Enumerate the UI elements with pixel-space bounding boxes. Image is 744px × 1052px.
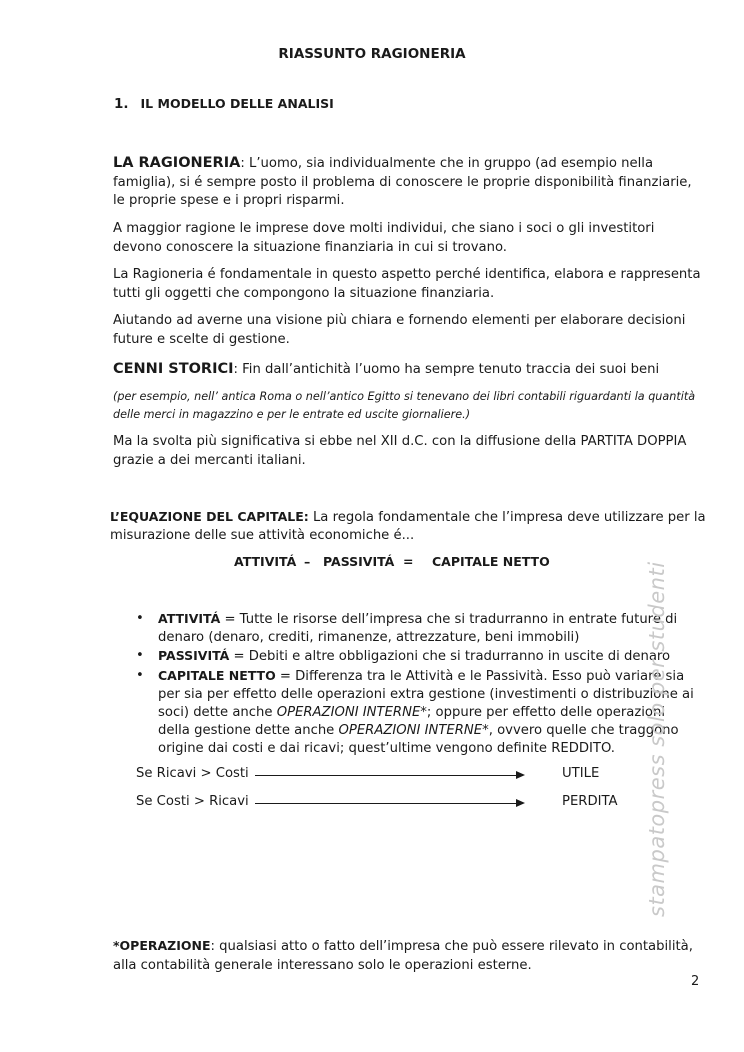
equation-capitale-netto: CAPITALE NETTO: [432, 554, 550, 569]
paragraph-cenni-example: (per esempio, nell’ antica Roma o nell’antico Egitto si tenevano dei libri contabili riguardanti la quantità delle merci in magazzino e per le entrate ed uscite giornaliere.): [113, 390, 696, 421]
bullet-icon: •: [136, 648, 144, 664]
definition-passivita: = Debiti e altre obbligazioni che si tradurranno in uscite di denaro: [229, 649, 671, 665]
note-lead: *OPERAZIONE: [113, 938, 211, 953]
equation-attivita: ATTIVITÁ: [234, 554, 297, 569]
term-capitale-netto: CAPITALE NETTO: [158, 667, 276, 683]
equazione-text: La regola fondamentale che l’impresa deve utilizzare per la misurazione delle sue attività economiche é...: [110, 510, 706, 543]
cenni-lead: CENNI STORICI: [113, 361, 234, 377]
section-heading: [114, 96, 334, 112]
definitions-list: [136, 610, 701, 759]
equation-equals: =: [403, 554, 414, 569]
definition-capitale-c: , ovvero quelle che traggono origine dai costi e dai ricavi; quest’ultime vengono definite REDDITO.: [158, 723, 679, 757]
definition-capitale-em-b: OPERAZIONI INTERNE*: [338, 723, 489, 739]
page-number: 2: [691, 974, 700, 989]
cenni-text: : Fin dall’antichità l’uomo ha sempre tenuto traccia dei suoi beni: [233, 362, 660, 377]
paragraph-visione: Aiutando ad averne una visione più chiara e fornendo elementi per elaborare decisioni future e scelte di gestione.: [113, 313, 686, 347]
note-text: : qualsiasi atto o fatto dell’impresa che può essere rilevato in contabilità, alla contabilità generale interessano solo le operazioni esterne.: [113, 939, 693, 973]
list-item: [136, 610, 701, 647]
page-title: RIASSUNTO RAGIONERIA: [278, 46, 466, 62]
paragraph-ragioneria: [113, 154, 703, 211]
flow-result-perdita: PERDITA: [562, 794, 618, 809]
paragraph-cenni-storici: [113, 360, 703, 380]
section-title: IL MODELLO DELLE ANALISI: [140, 96, 334, 111]
term-attivita: ATTIVITÁ: [158, 611, 221, 626]
section-number: 1.: [114, 96, 129, 112]
definition-capitale-b: ; oppure per effetto delle operazioni della gestione dette anche: [158, 705, 665, 739]
arrow-right-icon: [255, 803, 523, 804]
flow-condition-perdita: Se Costi > Ricavi: [136, 794, 249, 809]
list-item: [136, 667, 701, 759]
equazione-lead: L’EQUAZIONE DEL CAPITALE:: [110, 509, 309, 524]
arrow-right-icon: [255, 775, 523, 776]
definition-capitale-em-a: OPERAZIONI INTERNE*: [276, 705, 427, 721]
paragraph-equazione: [110, 508, 710, 545]
term-passivita: PASSIVITÁ: [158, 648, 230, 664]
definition-capitale-a: = Differenza tra le Attività e le Passività. Esso può variare sia per sia per effetto delle operazioni extra gestione (investimenti o distribuzione ai soci) dette anche: [158, 668, 694, 721]
footnote-operazione: [113, 936, 708, 975]
ragioneria-lead: LA RAGIONERIA: [113, 155, 241, 171]
paragraph-fondamentale: La Ragioneria é fondamentale in questo aspetto perché identifica, elabora e rappresenta tutti gli oggetti che compongono la situazione finanziaria.: [113, 267, 701, 301]
equation-minus: –: [304, 554, 311, 569]
paragraph-partita-doppia: Ma la svolta più significativa si ebbe nel XII d.C. con la diffusione della PARTITA DOPPIA grazie a dei mercanti italiani.: [113, 434, 687, 468]
bullet-icon: •: [136, 667, 144, 683]
ragioneria-text: : L’uomo, sia individualmente che in gruppo (ad esempio nella famiglia), si é sempre posto il problema di conoscere le proprie disponibilità finanziarie, le proprie spese e i propri risparmi.: [113, 156, 692, 208]
bullet-icon: •: [136, 611, 144, 626]
paragraph-imprese: A maggior ragione le imprese dove molti individui, che siano i soci o gli investitori devono conoscere la situazione finanziaria in cui si trovano.: [113, 221, 655, 255]
list-item: [136, 647, 701, 666]
equation-passivita: PASSIVITÁ: [323, 554, 395, 569]
flow-condition-utile: Se Ricavi > Costi: [136, 766, 249, 781]
definition-attivita: = Tutte le risorse dell’impresa che si tradurranno in entrate future di denaro (denaro, crediti, rimanenze, attrezzature, beni immobili): [158, 612, 678, 646]
flow-result-utile: UTILE: [562, 766, 600, 781]
watermark: stampatopress solo per studenti: [645, 561, 669, 917]
